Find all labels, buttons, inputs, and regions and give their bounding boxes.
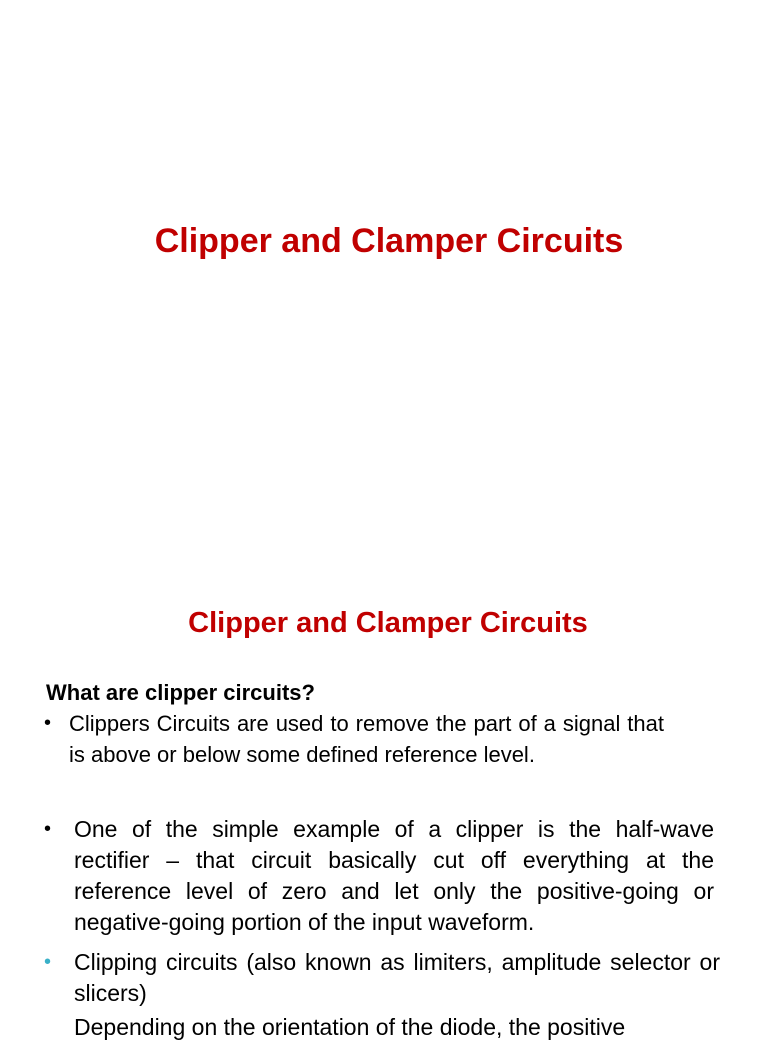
bullet-text: Clippers Circuits are used to remove the part of a signal that is above or below some defined reference level. [69, 711, 664, 767]
slide-title: Clipper and Clamper Circuits [188, 607, 588, 639]
slide-title: Clipper and Clamper Circuits [154, 222, 624, 260]
bullet-text: Clipping circuits (also known as limiters, amplitude selector or slicers) [74, 949, 720, 1006]
bullet-text: One of the simple example of a clipper is the half-wave rectifier – that circuit basically cut off everything at the reference level of zero and let only the positive-going or negative-going portion of the input waveform. [74, 816, 714, 935]
bullet-icon: • [44, 712, 52, 734]
section-heading: What are clipper circuits? [46, 680, 315, 705]
content-slide [0, 560, 768, 1040]
bullet-icon: • [44, 951, 52, 973]
bullet-item [74, 1012, 720, 1043]
bullet-text: Depending on the orientation of the diode, the positive [74, 1014, 626, 1040]
bullet-item [44, 708, 664, 770]
bullet-item [44, 814, 714, 938]
bullet-icon: • [44, 818, 52, 840]
bullet-item [44, 947, 720, 1009]
